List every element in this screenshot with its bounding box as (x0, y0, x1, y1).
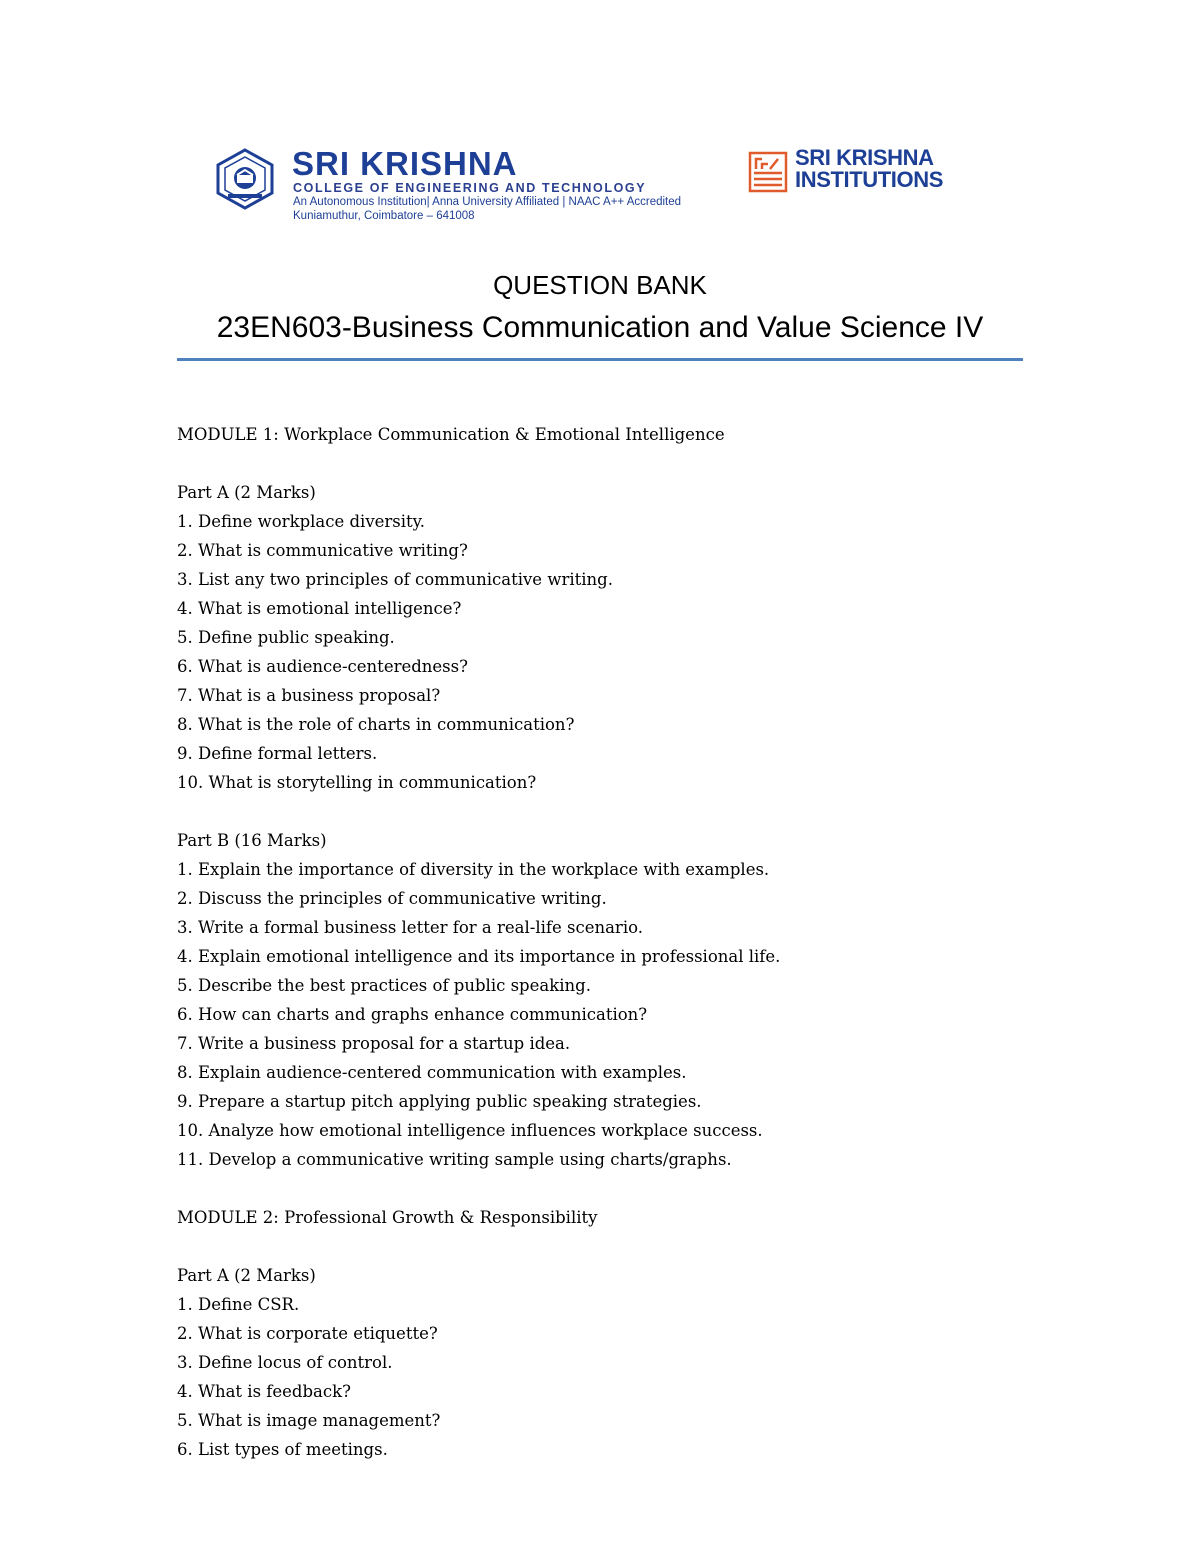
question-item: 1. Define workplace diversity. (177, 512, 426, 531)
institutions-name-line2: INSTITUTIONS (795, 167, 943, 192)
question-item: 5. Define public speaking. (177, 628, 395, 647)
spacer (177, 449, 1023, 478)
question-item: 2. What is corporate etiquette? (177, 1324, 438, 1343)
question-item: 11. Develop a communicative writing sample using charts/graphs. (177, 1150, 732, 1169)
college-name: SRI KRISHNA (292, 145, 518, 182)
question-item: 8. What is the role of charts in communication? (177, 715, 575, 734)
question-item: 10. What is storytelling in communication? (177, 773, 537, 792)
question-item: 8. Explain audience-centered communication with examples. (177, 1063, 687, 1082)
question-item: 6. What is audience-centeredness? (177, 657, 468, 676)
institutions-name (795, 147, 943, 191)
question-item: 4. What is emotional intelligence? (177, 599, 462, 618)
question-item: 1. Explain the importance of diversity in the workplace with examples. (177, 860, 770, 879)
question-item: 3. Write a formal business letter for a real-life scenario. (177, 918, 643, 937)
institutions-logo-mark (748, 151, 788, 193)
question-item: 2. What is communicative writing? (177, 541, 468, 560)
question-item: 7. Write a business proposal for a startup idea. (177, 1034, 571, 1053)
question-item: 5. What is image management? (177, 1411, 441, 1430)
question-item: 4. What is feedback? (177, 1382, 351, 1401)
question-item: 5. Describe the best practices of public speaking. (177, 976, 591, 995)
title-divider (177, 358, 1023, 361)
spacer (177, 1232, 1023, 1261)
question-item: 4. Explain emotional intelligence and its importance in professional life. (177, 947, 781, 966)
college-seal-logo (210, 148, 280, 210)
part-heading: Part B (16 Marks) (177, 831, 327, 850)
question-item: 9. Prepare a startup pitch applying public speaking strategies. (177, 1092, 702, 1111)
letterhead (205, 145, 995, 240)
question-item: 6. How can charts and graphs enhance communication? (177, 1005, 648, 1024)
question-item: 9. Define formal letters. (177, 744, 378, 763)
question-item: 3. Define locus of control. (177, 1353, 393, 1372)
course-title: 23EN603-Business Communication and Value Science IV (216, 311, 984, 344)
module-heading: MODULE 1: Workplace Communication & Emotional Intelligence (177, 425, 725, 444)
institutions-name-line1: SRI KRISHNA (795, 145, 934, 170)
question-item: 6. List types of meetings. (177, 1440, 388, 1459)
question-item: 10. Analyze how emotional intelligence influences workplace success. (177, 1121, 763, 1140)
spacer (177, 1174, 1023, 1203)
question-item: 3. List any two principles of communicative writing. (177, 570, 613, 589)
question-item: 7. What is a business proposal? (177, 686, 441, 705)
document-title: QUESTION BANK (493, 270, 707, 300)
college-subtitle: COLLEGE OF ENGINEERING AND TECHNOLOGY (293, 181, 647, 195)
part-heading: Part A (2 Marks) (177, 483, 316, 502)
module-heading: MODULE 2: Professional Growth & Responsibility (177, 1208, 598, 1227)
college-affiliation: An Autonomous Institution| Anna University Affiliated | NAAC A++ Accredited (293, 196, 682, 208)
college-address: Kuniamuthur, Coimbatore – 641008 (293, 210, 475, 222)
question-item: 2. Discuss the principles of communicative writing. (177, 889, 607, 908)
spacer (177, 797, 1023, 826)
question-item: 1. Define CSR. (177, 1295, 300, 1314)
part-heading: Part A (2 Marks) (177, 1266, 316, 1285)
question-list (177, 420, 1023, 1464)
